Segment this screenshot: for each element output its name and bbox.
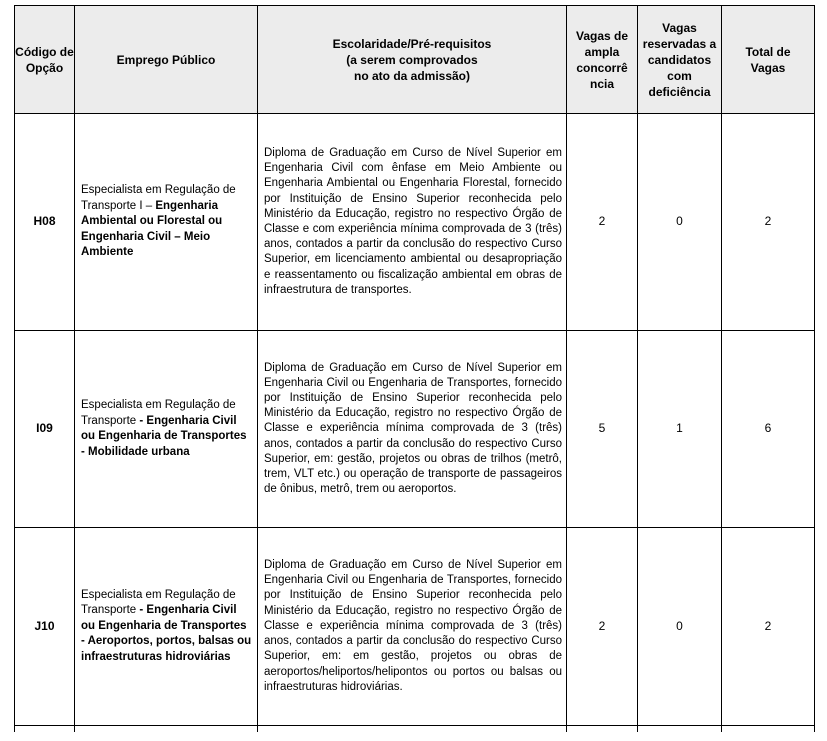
row-wide: 2 [567, 114, 638, 331]
header-requirements-line3: no ato da admissão) [353, 68, 471, 83]
row-job [75, 114, 258, 331]
row-requirements: Diploma de Graduação em Curso de Nível Superior em Engenharia Civil ou Engenharia de Transportes, fornecido por Instituição de Ensino Superior reconhecida pelo Ministério da Educação, registro no respectivo Órgão de Classe e experiência mínima comprovada de 3 (três) anos, contados a partir da conclusão do respectivo Curso Superior, em: em gestão, projetos ou obras de aeroportos/heliportos/helipontos ou portos ou balsas ou infraestruturas hidroviárias. [258, 528, 567, 726]
row-code: H08 [15, 114, 75, 331]
vacancy-table [14, 5, 815, 732]
header-job: Emprego Público [75, 6, 258, 114]
row-job-bold: Engenharia Ambiental ou Florestal ou Engenharia Civil – Meio Ambiente [81, 199, 223, 259]
row-code: I09 [15, 331, 75, 528]
row-total: 2 [722, 528, 815, 726]
row-wide: 5 [567, 331, 638, 528]
row-job-plain: Especialista em Regulação de Transporte [81, 588, 236, 617]
row-reserved: 1 [638, 331, 722, 528]
table-row [15, 114, 815, 331]
table-row [15, 528, 815, 726]
row-wide: 2 [567, 528, 638, 726]
row-job-bold: - Engenharia Civil ou Engenharia de Transportes - Aeroportos, portos, balsas ou infraestruturas hidroviárias [81, 604, 252, 663]
row-job-bold: - Engenharia Civil ou Engenharia de Transportes - Mobilidade urbana [81, 414, 247, 458]
header-total: Total de Vagas [722, 6, 815, 114]
row-total: 6 [722, 331, 815, 528]
table-row [15, 331, 815, 528]
header-requirements-line1: Escolaridade/Pré-requisitos [332, 36, 492, 51]
cut-off-row [15, 726, 815, 733]
row-job [75, 331, 258, 528]
header-wide-competition: Vagas de ampla concorrê ncia [567, 6, 638, 114]
row-total: 2 [722, 114, 815, 331]
header-requirements [258, 6, 567, 114]
row-job-plain: Especialista em Regulação de Transporte [81, 399, 236, 427]
row-job [75, 528, 258, 726]
row-requirements: Diploma de Graduação em Curso de Nível Superior em Engenharia Civil com ênfase em Meio Ambiente ou Engenharia Ambiental ou Engenharia Florestal, fornecido por Instituição de Ensino Superior reconhecida pelo Ministério da Educação, registro no respectivo Órgão de Classe e com experiência mínima comprovada de 3 (três) anos, contados a partir da conclusão do respectivo Curso Superior, em licenciamento ambiental ou desapropriação e reassentamento ou fiscalização ambiental em obras de infraestrutura de transportes. [258, 114, 567, 331]
header-code: Código de Opção [15, 6, 75, 114]
header-reserved: Vagas reservadas a candidatos com deficiência [638, 6, 722, 114]
row-code: J10 [15, 528, 75, 726]
row-job-plain: Especialista em Regulação de Transporte I – [81, 184, 236, 212]
row-reserved: 0 [638, 528, 722, 726]
row-requirements: Diploma de Graduação em Curso de Nível Superior em Engenharia Civil ou Engenharia de Transportes, fornecido por Instituição de Ensino Superior reconhecida pelo Ministério da Educação, registro no respectivo Órgão de Classe e experiência mínima comprovada de 3 (três) anos, contados a partir da conclusão do respectivo Curso Superior, em: gestão, projetos ou obras de trilhos (metrô, trem, VLT etc.) ou operação de transporte de passageiros de ônibus, metrô, trem ou aeroportos. [258, 331, 567, 528]
header-row [15, 6, 815, 114]
row-reserved: 0 [638, 114, 722, 331]
header-requirements-line2: (a serem comprovados [346, 52, 478, 67]
